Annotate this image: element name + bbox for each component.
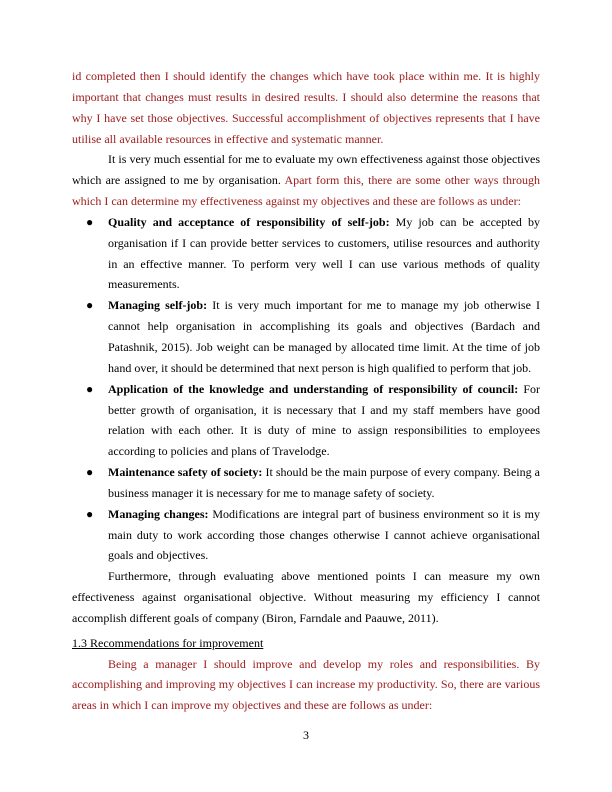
list-item-term: Application of the knowledge and understanding of responsibility of council: — [108, 381, 519, 396]
bullet-icon: ● — [86, 381, 94, 396]
conclusion-paragraph: Furthermore, through evaluating above mentioned points I can measure my own effectiveness against organisational objective. Without measuring my efficiency I cannot accomplish different goals of company (Biron, Farndale and Paauwe, 2011). — [72, 569, 540, 625]
section-heading — [72, 633, 540, 654]
bullet-icon: ● — [86, 214, 94, 229]
list-item-term: Quality and acceptance of responsibility of self-job: — [108, 214, 390, 229]
section-heading-text: 1.3 Recommendations for improvement — [72, 635, 264, 650]
effectiveness-paragraph — [72, 149, 540, 212]
document-page — [72, 66, 540, 716]
list-item — [72, 504, 540, 567]
bullet-icon: ● — [86, 506, 94, 521]
list-item-term: Managing self-job: — [108, 298, 208, 313]
list-item-text: It should be the main purpose of every company. Being a business manager it is necessary for me to manage safety of society. — [108, 465, 540, 500]
list-item-text: My job can be accepted by organisation if I can provide better services to customers, utilise resources and authority in an effective manner. To perform very well I can use various methods of quality measurements. — [108, 214, 540, 292]
list-item — [72, 295, 540, 378]
list-item-text: For better growth of organisation, it is necessary that I and my staff members have good relation with each other. It is duty of mine to assign responsibilities to employees according to policies and plans of Travelodge. — [108, 381, 541, 459]
recommendations-paragraph: Being a manager I should improve and develop my roles and responsibilities. By accomplishing and improving my objectives I can increase my productivity. So, there are various areas in which I can improve my objectives and these are follows as under: — [72, 656, 540, 713]
bullet-icon: ● — [86, 298, 94, 313]
page-number: 3 — [303, 728, 309, 742]
list-item — [72, 379, 540, 462]
effectiveness-paragraph-black: It is very much essential for me to evaluate my own effectiveness against those objectives which are assigned to me by organisation. — [72, 152, 540, 188]
effectiveness-paragraph-red: Apart form this, there are some other ways through which I can determine my effectiveness against my objectives and these are follows as under: — [72, 173, 540, 209]
intro-paragraph: id completed then I should identify the changes which have took place within me. It is highly important that changes must results in desired results. I should also determine the reasons that why I have set those objectives. Successful accomplishment of objectives represents that I have utilise all available resources in effective and systematic manner. — [72, 69, 540, 146]
list-item-term: Maintenance safety of society: — [108, 465, 263, 480]
list-item — [72, 462, 540, 504]
list-item-text: Modifications are integral part of business environment so it is my main duty to work according those changes otherwise I cannot achieve organisational goals and objectives. — [108, 506, 540, 563]
bullet-icon: ● — [86, 465, 94, 480]
list-item-term: Managing changes: — [108, 506, 209, 521]
list-item — [72, 212, 540, 295]
effectiveness-bullet-list — [72, 212, 540, 566]
list-item-text: It is very much important for me to manage my job otherwise I cannot help organisation in accomplishing its goals and objectives (Bardach and Patashnik, 2015). Job weight can be managed by allocated time limit. At the time of job hand over, it should be determined that next person is high qualified to perform that job. — [108, 298, 541, 375]
